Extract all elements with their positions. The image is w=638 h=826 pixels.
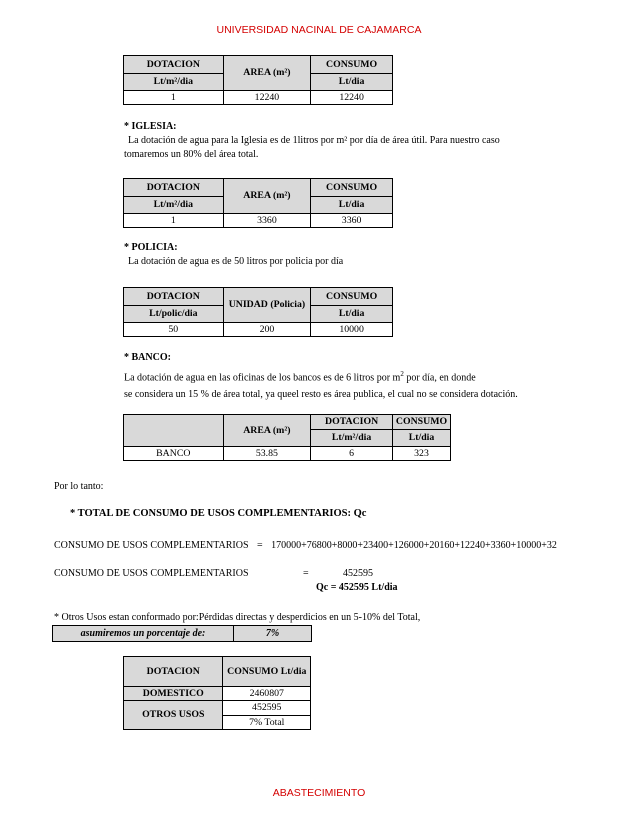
cell-name: BANCO [124, 447, 224, 461]
result-label: CONSUMO DE USOS COMPLEMENTARIOS [54, 568, 249, 579]
col-dotacion-header: DOTACION [124, 56, 224, 74]
sum-label: CONSUMO DE USOS COMPLEMENTARIOS [54, 540, 249, 551]
col-dotacion-header: DOTACION [124, 657, 223, 687]
col-dotacion-header: DOTACION [124, 288, 224, 306]
table-policia [123, 287, 393, 337]
total-title: * TOTAL DE CONSUMO DE USOS COMPLEMENTARIOS: Qc [70, 508, 367, 519]
col-area-header: AREA (m²) [223, 415, 311, 447]
page-footer: ABASTECIMIENTO [272, 787, 366, 799]
banco-text-1b: por día, en donde [403, 372, 476, 384]
cell-dotacion: 1 [124, 91, 224, 105]
cell-area: 53.85 [223, 447, 311, 461]
result-eq: = [303, 568, 309, 579]
col-consumo-unit: Lt/dia [311, 197, 393, 214]
cell-consumo: 3360 [311, 214, 393, 228]
col-consumo-header: CONSUMO [311, 179, 393, 197]
banco-text-1 [124, 366, 624, 386]
policia-section [124, 241, 604, 269]
banco-text-1a: La dotación de agua en las oficinas de los bancos es de 6 litros por m [124, 372, 401, 384]
table-iglesia [123, 178, 393, 228]
asumiremos-value: 7% [234, 626, 311, 641]
otros-note: * Otros Usos estan conformado por:Pérdidas directas y desperdicios en un 5-10% del Total, [54, 612, 421, 623]
row-domestico-label: DOMESTICO [124, 687, 223, 701]
banco-section [124, 349, 624, 403]
table-banco [123, 414, 451, 461]
col-consumo-unit: Lt/dia [311, 306, 393, 323]
col-consumo-header: CONSUMO [311, 56, 393, 74]
col-dotacion-unit: Lt/m²/dia [311, 430, 393, 447]
policia-text: La dotación de agua es de 50 litros por policia por día [128, 256, 344, 267]
col-consumo-header: CONSUMO Lt/dia [223, 657, 311, 687]
asumiremos-label: asumiremos un porcentaje de: [53, 626, 234, 641]
col-dotacion-unit: Lt/m²/dia [124, 197, 224, 214]
col-consumo-unit: Lt/dia [311, 74, 393, 91]
banco-title: * BANCO: [124, 352, 171, 363]
sum-eq: = [257, 540, 263, 551]
banco-text-2: se considera un 15 % de área total, ya queel resto es área publica, el cual no se considera dotación. [124, 389, 518, 401]
col-unidad-header: UNIDAD (Policia) [223, 288, 311, 323]
table-summary [123, 656, 311, 730]
cell-consumo: 12240 [311, 91, 393, 105]
table-previous [123, 55, 393, 105]
iglesia-section [124, 120, 604, 162]
row-domestico-value: 2460807 [223, 687, 311, 701]
policia-title: * POLICIA: [124, 242, 178, 253]
cell-dotacion: 6 [311, 447, 393, 461]
banco-text-sup: 2 [400, 370, 404, 378]
result-value: 452595 [343, 568, 373, 579]
row-otros-label: OTROS USOS [124, 701, 223, 730]
col-empty-header [124, 415, 224, 447]
col-area-header: AREA (m²) [223, 56, 311, 91]
row-otros-value: 452595 [223, 701, 311, 716]
cell-unidad: 200 [223, 323, 311, 337]
iglesia-text-1: La dotación de agua para la Iglesia es de 1litros por m² por día de área útil. Para nuestro caso [128, 135, 500, 146]
cell-dotacion: 1 [124, 214, 224, 228]
page-header: UNIVERSIDAD NACINAL DE CAJAMARCA [216, 24, 422, 36]
iglesia-title: * IGLESIA: [124, 121, 177, 132]
col-dotacion-unit: Lt/m²/dia [124, 74, 224, 91]
col-consumo-header: CONSUMO [393, 415, 451, 430]
qc-line: Qc = 452595 Lt/dia [316, 582, 398, 593]
row-otros-percent: 7% Total [223, 716, 311, 730]
col-consumo-unit: Lt/dia [393, 430, 451, 447]
cell-area: 3360 [223, 214, 311, 228]
asumiremos-box [52, 625, 312, 642]
col-consumo-header: CONSUMO [311, 288, 393, 306]
cell-consumo: 323 [393, 447, 451, 461]
sum-line [54, 540, 557, 551]
col-dotacion-header: DOTACION [311, 415, 393, 430]
col-dotacion-header: DOTACION [124, 179, 224, 197]
sum-expr: 170000+76800+8000+23400+126000+20160+12240+3360+10000+32 [271, 540, 557, 551]
col-dotacion-unit: Lt/polic/dia [124, 306, 224, 323]
iglesia-text-2: tomaremos un 80% del área total. [124, 149, 259, 160]
por-lo-tanto: Por lo tanto: [54, 481, 104, 492]
cell-consumo: 10000 [311, 323, 393, 337]
col-area-header: AREA (m²) [223, 179, 311, 214]
cell-dotacion: 50 [124, 323, 224, 337]
cell-area: 12240 [223, 91, 311, 105]
